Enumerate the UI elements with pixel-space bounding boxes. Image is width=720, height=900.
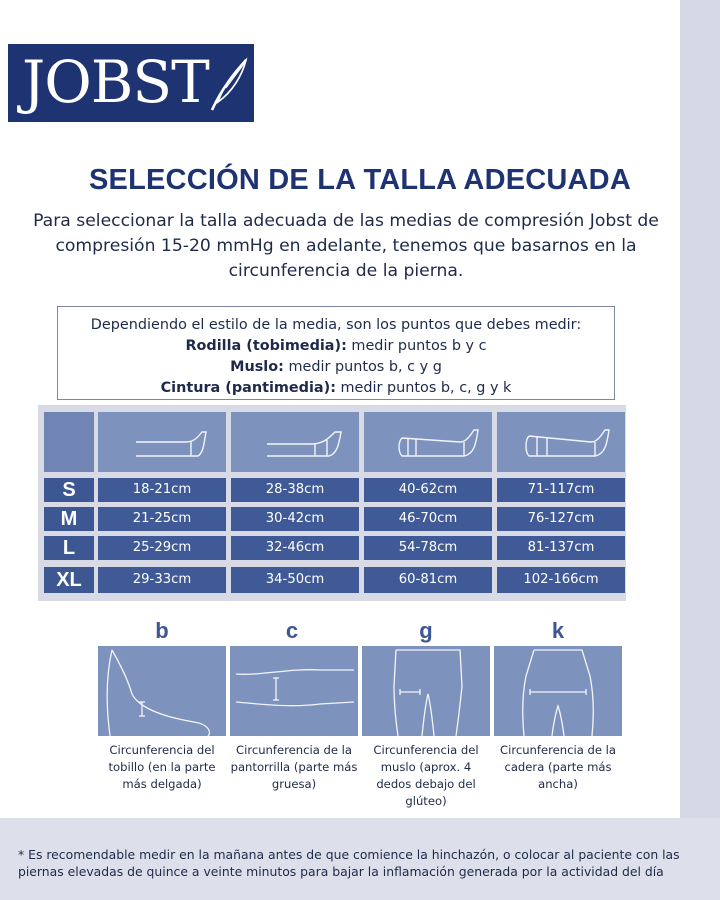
size-label-xl: XL — [44, 567, 94, 593]
size-label-l: L — [44, 536, 94, 560]
measuring-instructions-box — [57, 306, 615, 400]
size-l-point-g: 54-78cm — [364, 536, 492, 560]
table-header-b — [98, 412, 226, 472]
size-m-point-c: 30-42cm — [231, 507, 359, 531]
size-l-point-k: 81-137cm — [497, 536, 625, 560]
thigh-diagram — [362, 646, 490, 736]
caption-hip: Circunferencia de la cadera (parte más ancha) — [500, 743, 616, 791]
logo-wordmark: JOBST — [22, 48, 209, 116]
size-label-s: S — [44, 478, 94, 502]
leaf-icon — [204, 54, 250, 116]
jobst-logo — [8, 44, 254, 122]
footnote: * Es recomendable medir en la mañana antes de que comience la hinchazón, o colocar al paciente con las piernas elevadas de quince a veinte minutos para bajar la inflamación generada por la actividad del día — [18, 847, 680, 879]
intro-paragraph: Para seleccionar la talla adecuada de las medias de compresión Jobst de compresión 15-20 mmHg en adelante, tenemos que basarnos en la circunferencia de la pierna. — [33, 211, 659, 281]
size-xl-point-c: 34-50cm — [231, 567, 359, 593]
leg-point-k-icon — [497, 412, 625, 472]
size-xl-point-g: 60-81cm — [364, 567, 492, 593]
calf-diagram — [230, 646, 358, 736]
point-letter-g: g — [419, 618, 433, 643]
ankle-diagram-icon — [98, 646, 226, 736]
instruction-thigh: Muslo: medir puntos b, c y g — [230, 359, 442, 375]
leg-point-g-icon — [364, 412, 492, 472]
point-letter-b: b — [155, 618, 169, 643]
page-title: SELECCIÓN DE LA TALLA ADECUADA — [89, 164, 631, 196]
ankle-diagram — [98, 646, 226, 736]
size-l-point-b: 25-29cm — [98, 536, 226, 560]
point-letter-k: k — [551, 618, 565, 643]
leg-point-c-icon — [231, 412, 359, 472]
caption-thigh: Circunferencia del muslo (aprox. 4 dedos debajo del glúteo) — [373, 743, 479, 808]
size-m-point-b: 21-25cm — [98, 507, 226, 531]
leg-point-b-icon — [98, 412, 226, 472]
caption-ankle: Circunferencia del tobillo (en la parte más delgada) — [108, 743, 216, 791]
table-header-c — [231, 412, 359, 472]
point-letter-c: c — [285, 618, 299, 643]
right-side-band — [680, 0, 720, 820]
size-xl-point-k: 102-166cm — [497, 567, 625, 593]
size-s-point-g: 40-62cm — [364, 478, 492, 502]
instruction-knee: Rodilla (tobimedia): medir puntos b y c — [185, 338, 487, 354]
size-m-point-k: 76-127cm — [497, 507, 625, 531]
size-l-point-c: 32-46cm — [231, 536, 359, 560]
size-s-point-c: 28-38cm — [231, 478, 359, 502]
table-header-g — [364, 412, 492, 472]
hip-diagram — [494, 646, 622, 736]
calf-diagram-icon — [230, 646, 358, 736]
size-s-point-k: 71-117cm — [497, 478, 625, 502]
size-label-m: M — [44, 507, 94, 531]
caption-calf: Circunferencia de la pantorrilla (parte más gruesa) — [230, 743, 358, 791]
thigh-diagram-icon — [362, 646, 490, 736]
instructions-intro: Dependiendo el estilo de la media, son los puntos que debes medir: — [90, 317, 582, 333]
size-s-point-b: 18-21cm — [98, 478, 226, 502]
size-m-point-g: 46-70cm — [364, 507, 492, 531]
instruction-waist: Cintura (pantimedia): medir puntos b, c, g y k — [160, 380, 512, 396]
size-xl-point-b: 29-33cm — [98, 567, 226, 593]
table-corner-cell — [44, 412, 94, 472]
table-header-k — [497, 412, 625, 472]
hip-diagram-icon — [494, 646, 622, 736]
